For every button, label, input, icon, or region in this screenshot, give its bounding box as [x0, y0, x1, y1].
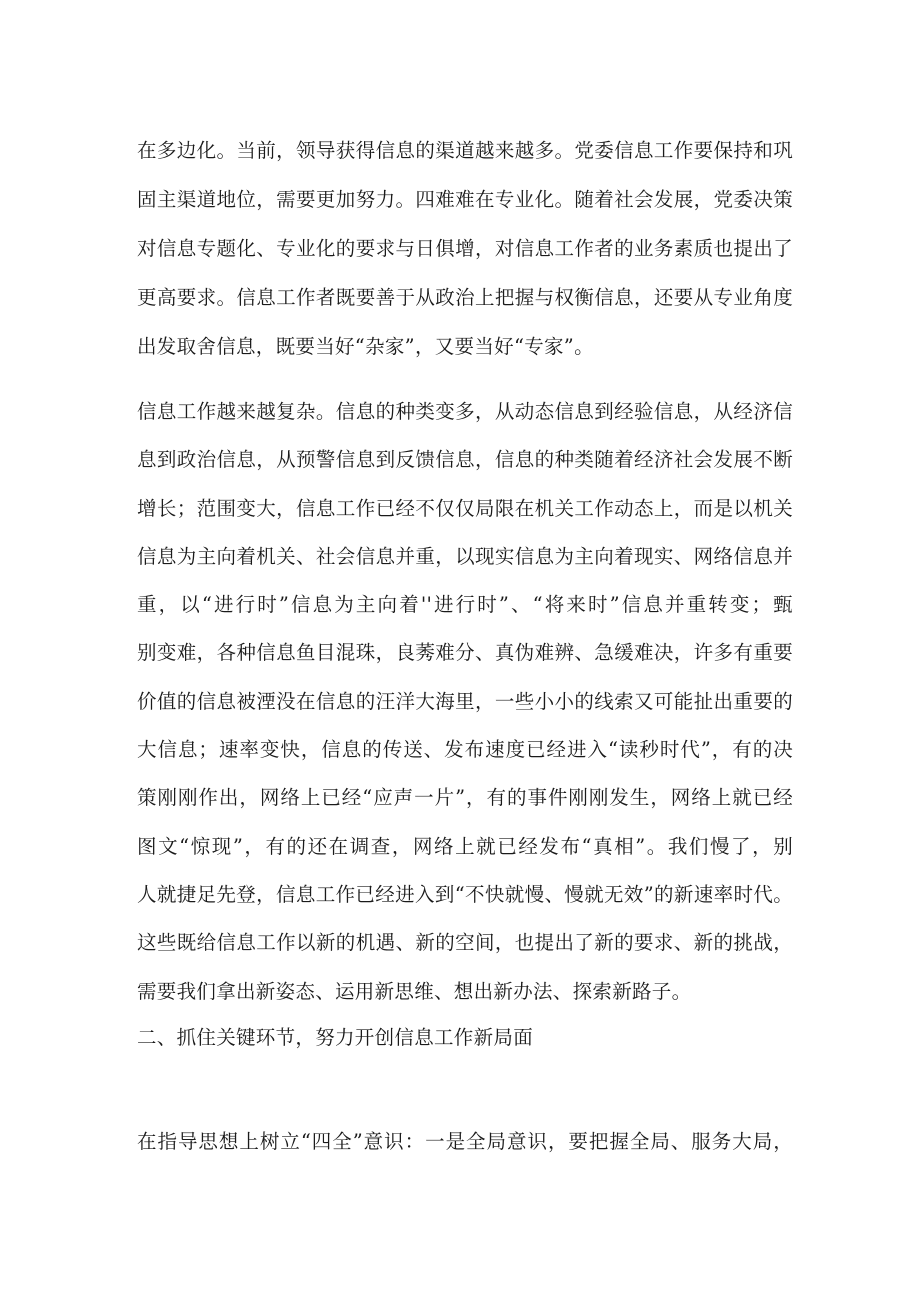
- text-line: 更高要求。信息工作者既要善于从政治上把握与权衡信息，还要从专业角度: [137, 286, 793, 309]
- text-line: 这些既给信息工作以新的机遇、新的空间，也提出了新的要求、新的挑战，: [137, 931, 793, 955]
- text-line: 在指导思想上树立“四全”意识：一是全局意识，要把握全局、服务大局，: [137, 1130, 793, 1153]
- text-line: 需要我们拿出新姿态、运用新思维、想出新办法、探索新路子。: [137, 979, 692, 1003]
- text-line: 策刚刚作出，网络上已经“应声一片”，有的事件刚刚发生，网络上就已经: [137, 786, 793, 810]
- text-line: 大信息；速率变快，信息的传送、发布速度已经进入“读秒时代”，有的决: [137, 738, 793, 762]
- text-line: 重，以“进行时”信息为主向着''进行时”、“将来时”信息并重转变；甄: [137, 593, 793, 617]
- text-line: 在多边化。当前，领导获得信息的渠道越来越多。党委信息工作要保持和巩: [137, 139, 793, 162]
- paragraph-four-awareness: [137, 1117, 793, 1166]
- text-line: 固主渠道地位，需要更加努力。四难难在专业化。随着社会发展，党委决策: [137, 188, 793, 211]
- text-line: 人就捷足先登，信息工作已经进入到“不快就慢、慢就无效”的新速率时代。: [137, 882, 793, 906]
- text-line: 图文“惊现”，有的还在调查，网络上就已经发布“真相”。我们慢了，别: [137, 834, 793, 858]
- text-line: 对信息专题化、专业化的要求与日俱增，对信息工作者的业务素质也提出了: [137, 237, 793, 260]
- text-line: 增长；范围变大，信息工作已经不仅仅局限在机关工作动态上，而是以机关: [137, 496, 793, 520]
- text-line: 别变难，各种信息鱼目混珠，良莠难分、真伪难辨、急缓难决，许多有重要: [137, 641, 793, 665]
- text-line: 息到政治信息，从预警信息到反馈信息，信息的种类随着经济社会发展不断: [137, 448, 793, 472]
- text-line: 信息工作越来越复杂。信息的种类变多，从动态信息到经验信息，从经济信: [137, 400, 793, 423]
- paragraph-multi-channel: [137, 126, 793, 371]
- paragraph-complexity: [137, 388, 793, 1016]
- section-heading: 二、抓住关键环节，努力开创信息工作新局面: [137, 1026, 534, 1049]
- text-line: 价值的信息被湮没在信息的汪洋大海里，一些小小的线索又可能扯出重要的: [137, 689, 793, 713]
- text-line: 信息为主向着机关、社会信息并重，以现实信息为主向着现实、网络信息并: [137, 544, 793, 568]
- text-line: 出发取舍信息，既要当好“杂家”，又要当好“专家”。: [137, 335, 594, 358]
